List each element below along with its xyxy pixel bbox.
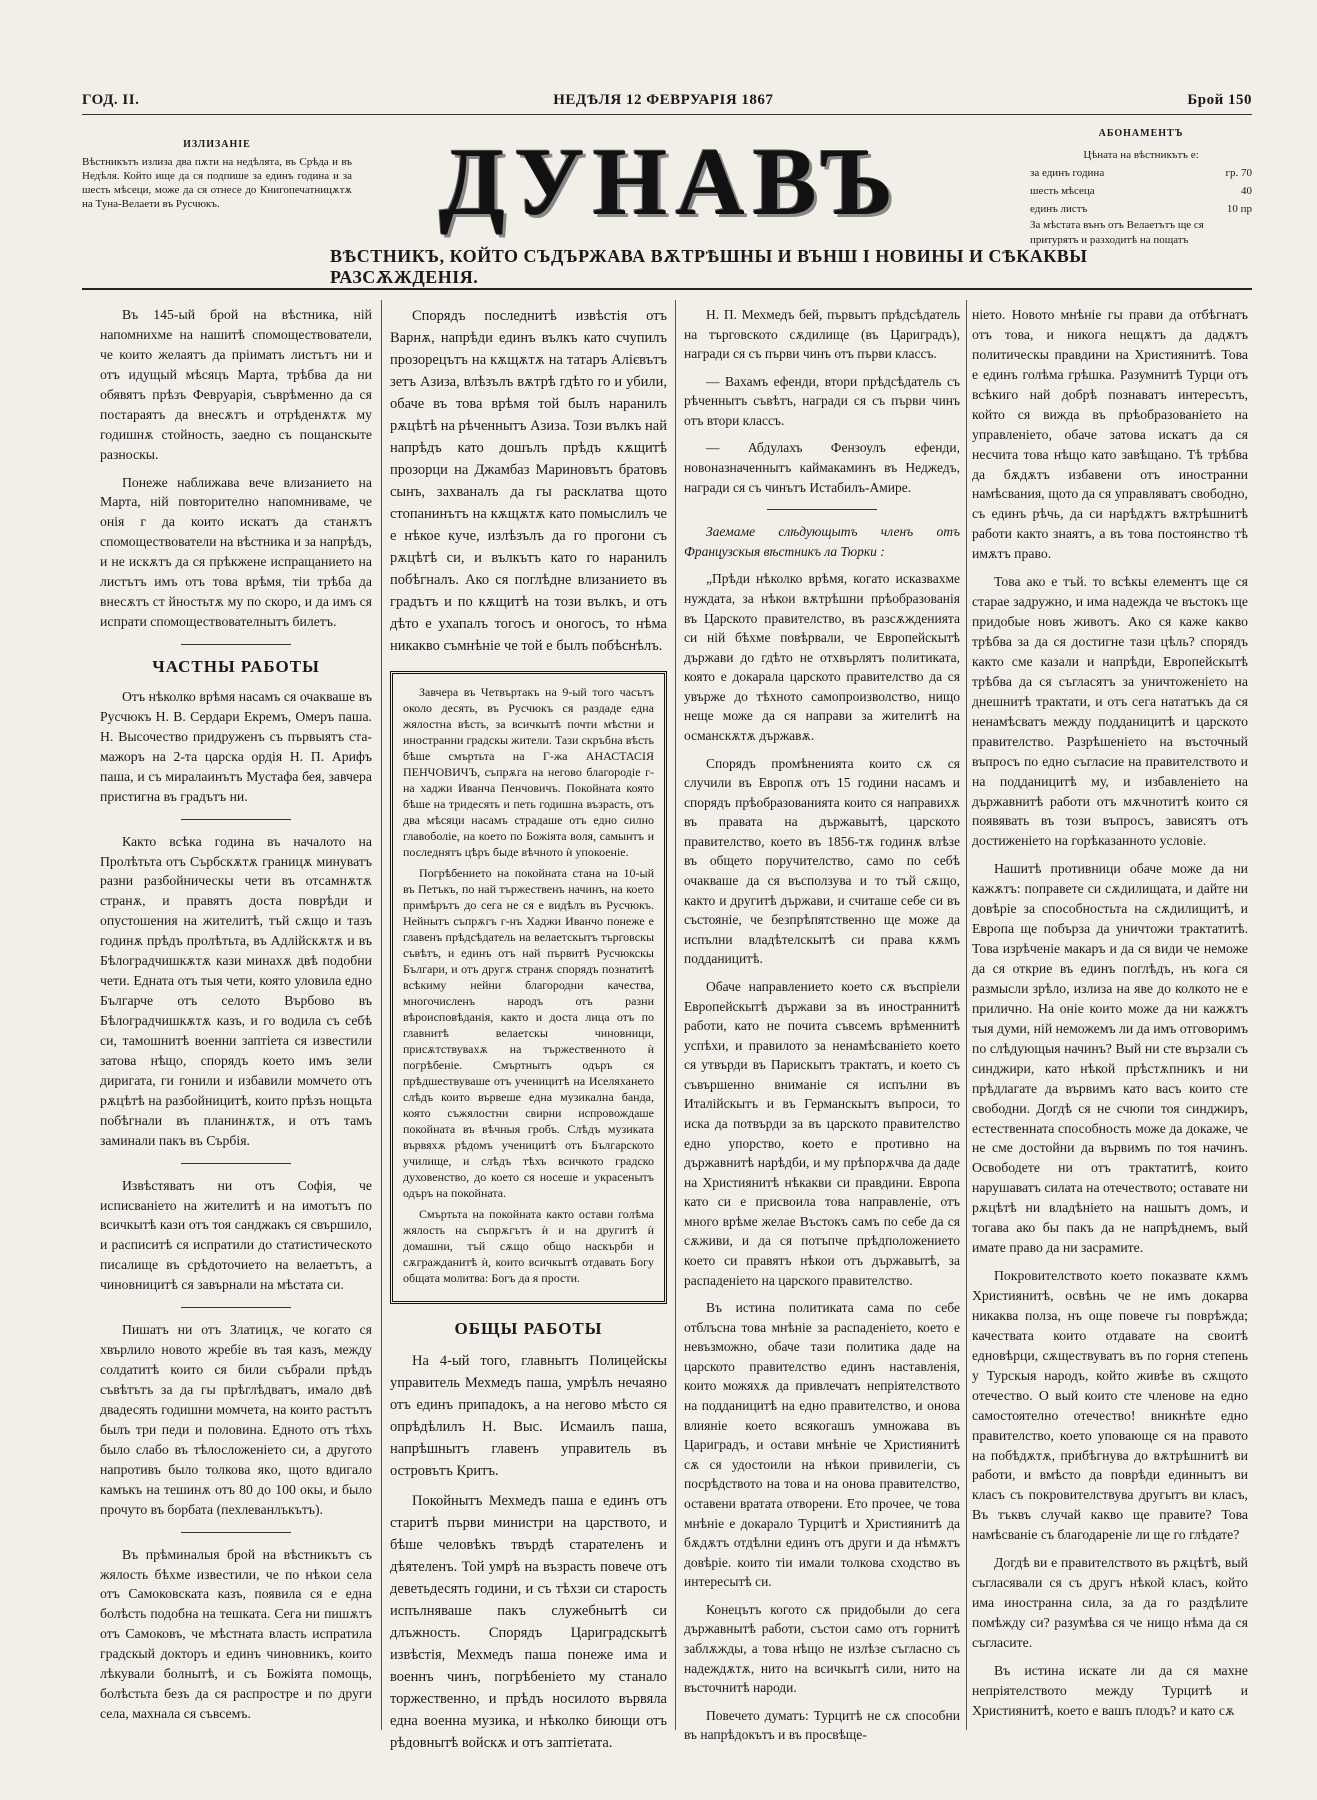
column-rule [966,300,967,1730]
imprint-text: Вѣстникътъ излиза два пѫти на недѣлята, въ Срѣда и въ Недѣля. Който ище да ся подпише за единъ година и за шесть мѣсеци, може да ся отнесе до Книгопечатницѫтѫ на Тунa-Велаети въ Русчюкъ. [82,156,352,210]
article-paragraph: Конецътъ когото сѫ придобыли до сега държавнытѣ работи, състои само отъ горнитѣ заблѫжды, а това нѣщо не излѣзе съгласно съ надеждѫтѫ, нито на всичкытѣ сили, нито на въсточнитѣ народи. [684,1601,960,1696]
header-rule [82,114,1252,115]
article-paragraph: Извѣстяватъ ни отъ Софія, че исписванiето на жителитѣ и на имотътъ по всичкытѣ кази отъ тоя санджакъ ся свършило, и расписитѣ ся испратили до статистическото писалище въ срѣдоточието на велаетътъ, а чиновницитѣ ся завърнали на мѣстата си. [100,1177,372,1293]
article-paragraph: Спорядъ промѣненията които сѫ ся случили въ Европѫ отъ 15 години насамъ и спорядъ прѣобразованията които ся направихѫ въ правата на държавытѣ, царското правителство, което въ 1856-тѫ годинѫ влѣзе въ общето поручителство, само по себѣ очакваше да ся въсползува и то тъй сѫщо, както и другитѣ държави, и считаше себе си въ състояніе, че безпрѣпятственно ще може да испълни владѣтелскытѣ си права кѫмъ подданицитѣ. [684,755,960,967]
subscription-box [1030,125,1252,248]
subscription-row [1030,164,1252,182]
article-paragraph: Обаче направлението което сѫ въспрiели Европейскытѣ държави за въ иностраннитѣ работи, като не почита съвсемъ врѣменнитѣ успѣхи, и правилото за ненамѣсванiето което ся утвърди въ Парискытъ трактатъ, и което съ съвършенно вниманiе ся испълни въ Италійскытъ и въ Германскытъ въпроси, то иска да потвърди за въ царското правителство едно упорство, което е противно на държавнитѣ нарѣдби, и му прѣпорѫчва да даде на Християнитѣ нѣкакви си правдини. Европа като си е присвоила това направленіе, отъ много врѣме желае Въстокъ самъ по себе да ся сѫживи, и да ся потъпче прѣдположението което си правятъ нѣкои отъ държавытѣ, за распаденiето на царского правителство. [684,978,960,1288]
article-paragraph: Това ако е тъй. то всѣкы елементъ ще ся старае задружно, и има надежда че въстокъ ще придобые новъ животъ. Ако ся каже какво трѣбва за да ся достигне тази цѣль? спорядъ както сме казали и напрѣди, Европейскытѣ трѣбва да ся съгласятъ за уничтоженiето на днешнитѣ трактати, и отъ сега нататъкъ да ся ненамѣсватъ между подданицитѣ и царското правителство. Разрѣшенiето на въсточный въпросъ по едно съгласие на правителството и на подданицитѣ му, и избавленiето на държавнитѣ работи отъ мѫчнотитѣ които ся появявать въ този въпросъ, зависятъ отъ достиженiето на горѣказанното условіе. [972,574,1248,849]
column-rule [381,300,382,1730]
column-2 [390,305,667,1762]
subscription-note: За мѣстата вънъ отъ Велаетътъ ще ся притурятъ и разходитѣ на пощатъ [1030,219,1204,246]
subscription-intro: Цѣната на вѣстникътъ е: [1083,149,1199,161]
year-label: ГОД. II. [82,92,140,108]
subscription-row [1030,182,1252,200]
date-label: НЕДѢЛЯ 12 ФЕВРУАРІЯ 1867 [553,92,774,108]
article-paragraph: Въ истина искате ли да ся махне непріятелството между Турцитѣ и Християнитѣ, което е вашъ плодъ? и като сѫ [972,1662,1248,1718]
column-4 [972,305,1248,1729]
separator [181,1532,291,1533]
article-paragraph: Понеже наближава вече влизанието на Марта, ній повторително напомниваме, че онія г да които искатъ да станѫтъ спомоществователи на вѣстника и за напрѣдъ, и не искѫтъ да ся прѣкжене испращанието на листътъ имъ отъ това врѣмя, тіи трѣба да внесѫтъ ст йностьтѫ му по скоро, и да имъ ся испрати спомоществователнытъ билетъ. [100,474,372,630]
masthead-tagline: ВѢСТНИКЪ, КОЙТО СЪДЪРЖАВА ВѪТРѢШНЫ И ВЪНШ І НОВИНЫ И СѢКАКВЫ РАЗСѪЖДЕНІЯ. [330,246,1088,287]
article-paragraph: — Абдулахъ Фензоулъ ефенди, новоназначеннытъ каймакаминъ въ Неджедъ, награди ся съ чинътъ Истабилъ-Амире. [684,440,960,495]
article-paragraph: Спорядъ последнитѣ извѣстія отъ Варнѫ, напрѣди единъ вълкъ като счупилъ прозорецътъ на кѫщѫтѫ на татаръ Алієвътъ зетъ Азиза, влѣзълъ вѫтрѣ гдѣто го и убили, обаче въ това врѣмя той былъ наранилъ рѫцѣтѣ на рѣченнытъ Азиза. Този вълкъ най напрѣдъ като дошълъ прѣдъ кѫщитѣ прозорци на Джамбаз Мариновътъ братовъ сынъ, захваналъ да гы расклатва щото стопанинътъ на кѫщѫтѫ като помыслилъ че е нѣкое куче, излѣзълъ да го прогони съ рѫцѣтѣ си, и вълкътъ като го наранилъ побѣгналъ. Ако ся поглѣдне влизанието въ градътъ и по кѫщитѣ на този вълкъ, и отъ дѣто е ухапалъ тогосъ и оногосъ, то нѣма никакво съмнѣніе че той е былъ побѣснѣлъ. [390,308,667,654]
article-paragraph: На 4-ый того, главнытъ Полицейскы управитель Мехмедъ паша, умрѣлъ нечаяно отъ единъ припадокъ, а на негово мѣсто ся опрѣдѣлилъ Н. Выс. Исмаилъ паша, напрѣшнытъ главенъ управитель въ островътъ Критъ. [390,1353,667,1479]
article-paragraph: „Прѣди нѣколко врѣмя, когато исказвахме нуждата, за нѣкои вѫтрѣшни прѣобразованія въ Царското правителство, въ разсѫжденията си ній бѣхме повѣрвали, че Европейскытѣ държави до гдѣто не отхвърлятъ политиката, която е докарала царското правителство да ся увърже до тѣхното самопроизволство, нищо неще може да ся направи за жителитѣ на османскѫтѫ държавѫ. [684,571,960,743]
obituary-box [390,671,667,1304]
subscription-row-label: за единъ година [1030,167,1105,179]
separator [181,644,291,645]
section-heading-private: ЧАСТНЫ РАБОТЫ [152,657,320,676]
article-paragraph: Покровителството което показвате кѫмъ Християнитѣ, освѣнь че не имъ докарва никаква полза, нъ още повече гы поврѣжда; качествата които отдавате на своитѣ едновѣрци, сѫществуватъ въ по горня степень у Турскыя народъ, който живѣе въ сѫщото отечество. О вый които сте членове на едно самостоятелно отечество! вникнѣте едно правителство, което уповающе ся на правото на побѣдѫтѫ, прибѣгнува до вѫтрѣшнитѣ ви работи, и вмѣсто да поврѣди единнытъ ви класъ съ покровителствува другытъ ви класъ, Въ тъквъ случай какво ще правите? Това намѣсваніе съ благодареніе ли ще го глѣдате? [972,1268,1248,1543]
separator [181,1163,291,1164]
column-1 [100,305,372,1732]
separator [767,509,877,510]
subscription-row-value: 10 пр [1226,203,1252,215]
separator [181,1307,291,1308]
article-paragraph: Въ истина политиката сама по себе отблъсна това мнѣніе за распаденiето, което е невъзможно, обаче тази политика даде на царското правителство единъ наставленія, които можяхѫ да привлечатъ непріятелството на подданицитѣ на едно правителство, и онова влияніе което всякогашъ умножава въ Цариградъ, и остави мнѣніе че Християнитѣ сѫ ся удостоили на нѣкои привилегіи, съ посрѣдството на това и на онова правителство, оставени вратата отворени. Ето прочее, че това мнѣніе е докарало Турцитѣ и Християнитѣ да бѫдѫтъ отдѣлни единъ отъ други и да нѣмѫтъ довѣріе. които тіи имали толкова сходство въ интересытѣ си. [684,1300,960,1590]
masthead-title: ДУНАВЪ [438,128,902,235]
subscription-row-label: единъ листъ [1030,203,1088,215]
subscription-row [1030,200,1252,218]
article-paragraph: Отъ нѣколко врѣмя насамъ ся очакваше въ Русчюкъ Н. В. Сердари Екремъ, Омеръ паша. Н. Высочество придруженъ съ първыятъ ста-мажоръ на 2-та царска ордія Н. П. Арифъ паша, и съ миралаинътъ Мустафа бея, завчера пристигна въ градътъ ни. [100,688,372,804]
article-lead: Заемаме слѣдующытъ членъ отъ Французскыя вѣстникъ ла Тюрки : [684,524,960,559]
subscription-row-label: шесть мѣсеца [1030,185,1095,197]
article-paragraph: Нашитѣ противници обаче може да ни кажѫтъ: поправете си сѫдилищата, и дайте ни довѣріе за способностьта на сѫдилищитѣ, и Европа ще побърза да уничтожи трактатитѣ. Това изрѣченіе макаръ и да ся види че неможе да ся открие въ единъ поглѣдъ, нъ кога ся размысли зрѣло, излиза на яве до колкото не е прилично. На оніе които може да ни кажѫтъ тыя думи, ній неможемъ ли да имъ отговоримъ по слѣдующыя начинъ? Вый ни сте вързали съ синджири, като нѣкой прѣстѫпникъ и ни прѣдлагате да вървимъ като васъ които сте свободни. Догдѣ ся не счюпи тоя синджиръ, естественната способность може да докаже, че не сме достойни да вървимъ по тоя начинъ. Освободете ни отъ трактатитѣ, които нарушаватъ силата на отечеството; оставате ни рѫцѣтѣ ни владѣніето на нашытъ домъ, и тогава ако бы пакъ да не напрѣднемъ, вый имате право да ни засрамите. [972,861,1248,1256]
article-paragraph: — Вахамъ ефенди, втори прѣдсѣдатель съ рѣченнытъ съвѣтъ, награди ся съ първи чинъ отъ втори классъ. [684,373,960,428]
column-rule [675,300,676,1730]
article-paragraph: Повечето думатъ: Турцитѣ не сѫ способни въ напрѣдокътъ и въ просвѣще- [684,1707,960,1743]
obituary-paragraph: Погрѣбението на покойната стана на 10-ый въ Петъкъ, по най тържественъ начинъ, на което примѣрътъ до сега не ся е видѣлъ въ Русчюкъ. Нейнытъ съпрѫгъ г-нъ Хаджи Иванчо понеже е главенъ прѣдсѣдатель на велаетскытъ търговскы съвѣтъ, и единъ отъ най първитѣ Русчюкскы Българи, и отъ другѫ странѫ спорядъ познатитѣ всѣкиму нейни благородни качества, многочисленъ народъ отъ разни вѣроисповѣданія, както и доста лица отъ по главнитѣ велаетскы чиновници, присѫтствувахѫ на тържественното ѝ погрѣбеніе. Смъртнытъ одъръ ся прѣдшествуваше отъ ученицитѣ на Иселяханетo слѣдъ които вървеше една музикална банда, която съжялостни свирни испровождаше покойната въ вѣчныя гробъ. Слѣдъ музиката вървяхѫ рѣдомъ ученицитѣ отъ Българското училище, и слѣдъ тѣхъ всичкото градско духовенство, до което ся носеше и украсенытъ одъръ на покойната. [403,866,654,1200]
article-paragraph: Догдѣ ви е правителството въ рѫцѣтѣ, вый съгласявали ся съ другъ нѣкой класъ, който има иностранна сила, за да го раздѣлите помѣжду си? разумѣва ся че нищо нѣма да ся съгласите. [972,1555,1248,1650]
subscription-row-value: гр. 70 [1225,167,1252,179]
article-paragraph: Както всѣка година въ началото на Пролѣтьта отъ Сърбскѫтѫ границѫ минуватъ разни разбойническы чети въ отсамнѫтѫ странѫ, и правятъ доста поврѣди и опустошения на жителитѣ, тъй сѫщо и тазъ годинѫ прѣдъ пролѣтьта, въ Адлійскѫтѫ и въ Бѣлоградчишкѫтѫ кази минахѫ двѣ подобни чети. Едната отъ тыя чети, която уловила едно Българче отъ селото Върбово въ Бѣлоградчишкѫтѫ казъ, и го водила съ себѣ си, тамошнитѣ военни заптіета ся известили затова нѣщо, спорядъ което имъ зели диригата, ги гонили и избавили момчето отъ рѫцѣтѣ на разбойницитѣ, които прѣзъ нощьта побѣгнали въ планинѫтѫ, и отъ тамъ заминали пакъ въ Сърбія. [100,833,372,1148]
imprint-box [82,138,352,211]
article-paragraph: Покойнытъ Мехмедъ паша е единъ отъ старитѣ първи министри на царството, и бѣше человѣкъ твърдѣ старателенъ и дѣятеленъ. Той умрѣ на възрасть повече отъ деветьдесять години, и съ тѣхзи си старость испълняваше пакъ служебнытѣ си длъжность. Спорядъ Цариградскытѣ извѣстія, Мехмедъ паша понеже имa и военнъ чинъ, погрѣбеніето му станало торжественно, и прѣдъ носилото вървяла една военна музика, и нѣколко биющи отъ рѣдовнытѣ войскѫ и отъ заптіетата. [390,1493,667,1751]
header-line [82,92,1252,109]
subscription-title: АБОНАМЕНТЪ [1098,128,1184,139]
article-paragraph: Пишатъ ни отъ Златицѫ, че когато ся хвърлило новото жребіе въ тая казъ, между солдатитѣ които ся били събрали прѣдъ съвѣтътъ за да гы прѣглѣдватъ, имало двѣ двадесять годишни момчета, на които растътъ былъ три педи и половина. Едното отъ тѣхъ было слабо въ тѣлосложеніето си, а другото напротивъ было толкова якo, щото вдигало камъкъ на тешинѫ отъ 80 до 100 окы, и было прочуто въ борбата (пехлеванлъкътъ). [100,1322,372,1517]
article-paragraph: ніето. Новото мнѣніе гы прави да отбѣгнатъ отъ това, и никога нещѫтъ да дадѫтъ политическы правдини на Християнитѣ. Това е единъ голѣма грѣшка. Разумнитѣ Турци отъ всѣкиго най добрѣ познаватъ интересътъ, който ся вижда въ прѣобразованiето на управленiето, обаче затова искатъ да ся несчита това нѣщо като завѣщано. Тѣ трѣбва да бѫдѫтъ избавени отъ иностранни намѣсвания, щото да ся управляватъ свободно, съ единъ рѣчь, да си нарѣдѫтъ вѫтрѣшнитѣ работи както знаятъ, а въ това постоянство тѣ имѫтъ право. [972,307,1248,562]
separator [181,819,291,820]
subscription-row-value: 40 [1241,185,1252,197]
imprint-title: ИЗЛИЗАНІЕ [183,139,251,150]
article-paragraph: Въ 145-ый брой на вѣстника, ній напомнихме на нашитѣ спомоществователи, че които желаятъ да пріиматъ листътъ ни и отъ идущый мѣсяцъ Марта, трѣбва да ни обявятъ прѣзъ Февруарія, съврѣменно да ся постараятъ да внесѫтъ и отрѣденѫтѫ му годишнѫ стойность, заедно съ пощанскыте разноскы. [100,307,372,462]
obituary-paragraph: Завчера въ Четвъртакъ на 9-ый того часътъ около десять, въ Русчюкъ ся раздаде една жялостна вѣсть, за всичкытѣ почти мѣстни и иностранни градскы жители. Тази скръбна вѣсть бѣше смъртьта на Г-жа АНАСТАСІЯ ПЕНЧОВИЧЪ, съпрѫга на негово благородіе г-на хаджи Иванча Пенчовичъ. Покойната която бѣше на тридесять и петь годишна възрасть, отъ два мѣсяци насамъ страдаше отъ едно силно главоболіе, на което по Божіята воля, самынтъ и последнятъ цѣръ быде вѣчното ѝ упокоеніе. [403,685,654,859]
obituary-paragraph: Смъртьта на покойната както остави голѣма жялость на съпрѫгътъ ѝ и на другитѣ ѝ домашни, тъй сѫщо общо наскърби и сѫгражданитѣ ѝ, които всичкытѣ отдавать Богу общата молитва: Богъ да я прости. [403,1207,654,1285]
article-paragraph: Въ прѣминалыя брой на вѣстникътъ съ жялость бѣхме известили, че по нѣкои села отъ Самоковската казъ, появила ся е една болѣсть подобна на тешката. Сега ни пишѫтъ отъ Самоковъ, че мѣстната власть испратила градскый докторъ и единъ чиновникъ, които лѣкували болнытѣ, и съ Божіята помощь, болѣстьта безъ да ся распростре и по други села, махнала ся съвсемъ. [100,1546,372,1722]
section-heading-public: ОБЩЫ РАБОТЫ [454,1319,603,1338]
masthead-rule [82,288,1252,290]
column-3 [684,305,960,1753]
article-paragraph: Н. П. Мехмедъ бей, първытъ прѣдсѣдатель на търговското сѫдилище (въ Цариградъ), награди ся съ първи чинъ отъ първи классъ. [684,307,960,362]
issue-label: Брой 150 [1187,92,1252,108]
